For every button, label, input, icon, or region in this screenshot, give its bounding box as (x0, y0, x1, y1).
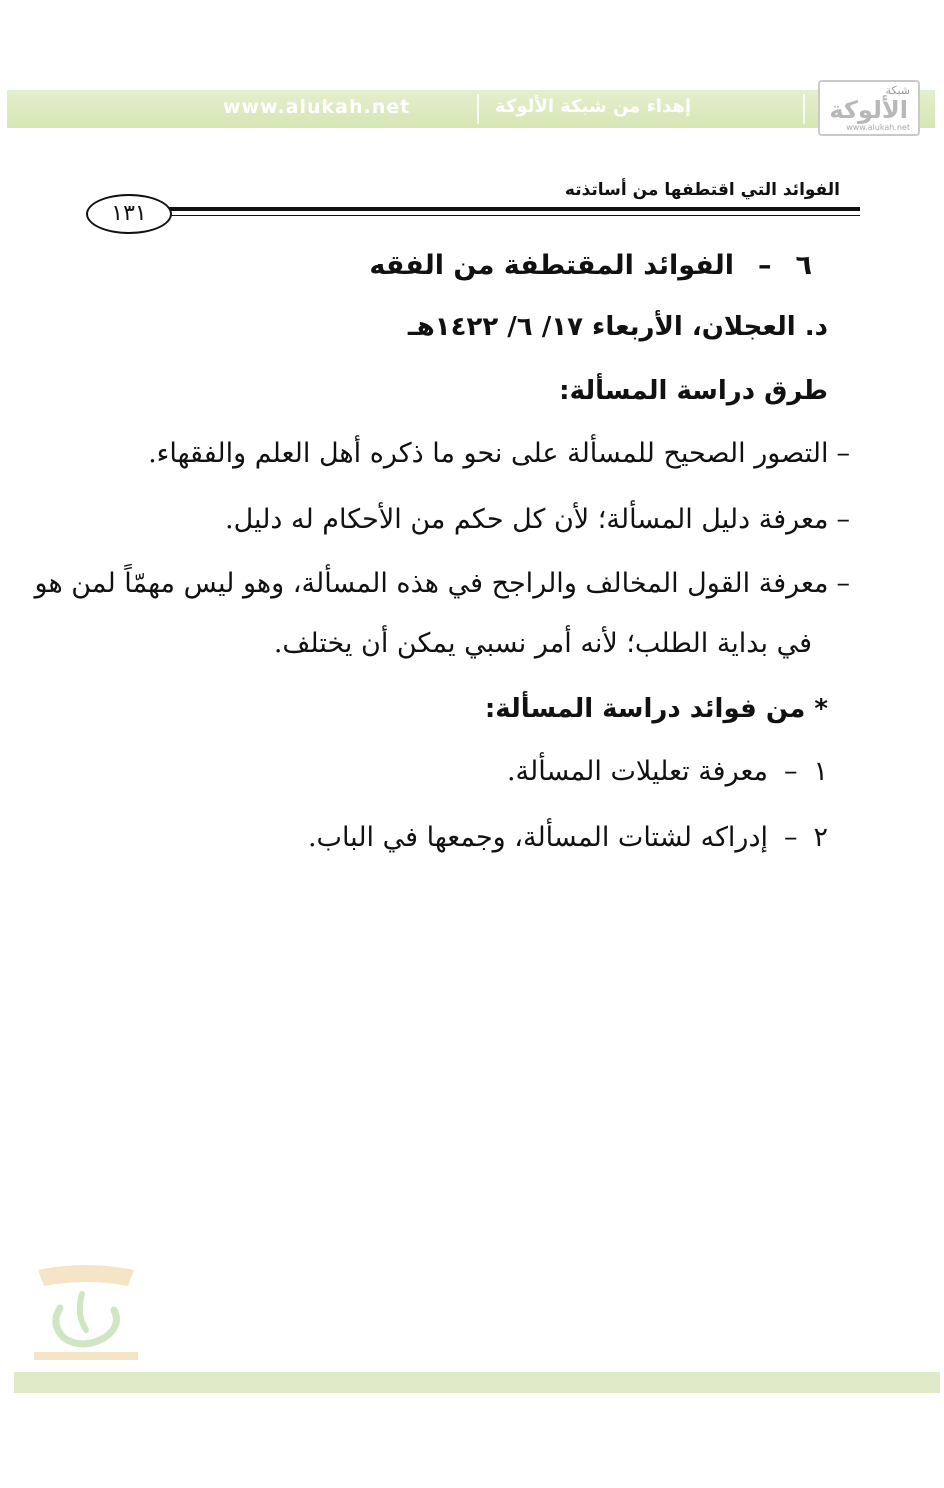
bullet-text: معرفة القول المخالف والراجح في هذه المسألة، وهو ليس مهمّاً لمن هو (34, 568, 829, 599)
bullet-dash: – (836, 568, 850, 599)
footer-bar (14, 1372, 940, 1393)
header-rule (168, 207, 860, 211)
list-dash: – (783, 822, 798, 853)
bullet-item (225, 504, 850, 535)
heading-title: الفوائد المقتطفة من الفقه (369, 250, 735, 281)
banner-divider (803, 94, 805, 124)
new-exclusive-watermark-logo (30, 1264, 142, 1364)
methods-title: طرق دراسة المسألة: (559, 376, 828, 406)
banner-gift-text: إهداء من شبكة الألوكة (495, 96, 691, 117)
list-number: ٢ (813, 822, 828, 853)
bullet-item (35, 568, 850, 599)
logo-main-text: الألوكة (829, 96, 908, 124)
benefits-title: * من فوائد دراسة المسألة: (484, 694, 828, 724)
heading-number: ٦ (795, 250, 812, 281)
running-title: الفوائد التي اقتطفها من أساتذته (564, 180, 840, 200)
list-item (308, 822, 828, 853)
bullet-text: التصور الصحيح للمسألة على نحو ما ذكره أهل العلم والفقهاء. (148, 438, 829, 469)
list-dash: – (783, 756, 798, 787)
bullet-item (148, 438, 850, 469)
heading-dash: – (758, 250, 772, 281)
section-heading (369, 250, 812, 281)
page-number: ١٣١ (86, 194, 172, 234)
bullet-dash: – (836, 438, 850, 469)
logo-sub-text: www.alukah.net (846, 123, 910, 132)
top-banner (7, 90, 935, 128)
header-rule-thin (168, 215, 860, 216)
banner-url[interactable]: www.alukah.net (223, 96, 411, 118)
list-text: إدراكه لشتات المسألة، وجمعها في الباب. (307, 822, 768, 853)
banner-divider (477, 94, 479, 124)
alukah-logo (818, 80, 920, 136)
list-item (507, 756, 828, 787)
logo-top-text: شبكة (885, 84, 910, 97)
list-number: ١ (813, 756, 828, 787)
lecture-line: د. العجلان، الأربعاء ١٧/ ٦/ ١٤٢٢هـ (407, 312, 828, 342)
bullet-text: معرفة دليل المسألة؛ لأن كل حكم من الأحكام له دليل. (225, 504, 829, 535)
bullet-dash: – (836, 504, 850, 535)
list-text: معرفة تعليلات المسألة. (506, 756, 768, 787)
bullet-continuation: في بداية الطلب؛ لأنه أمر نسبي يمكن أن يختلف. (273, 628, 812, 659)
